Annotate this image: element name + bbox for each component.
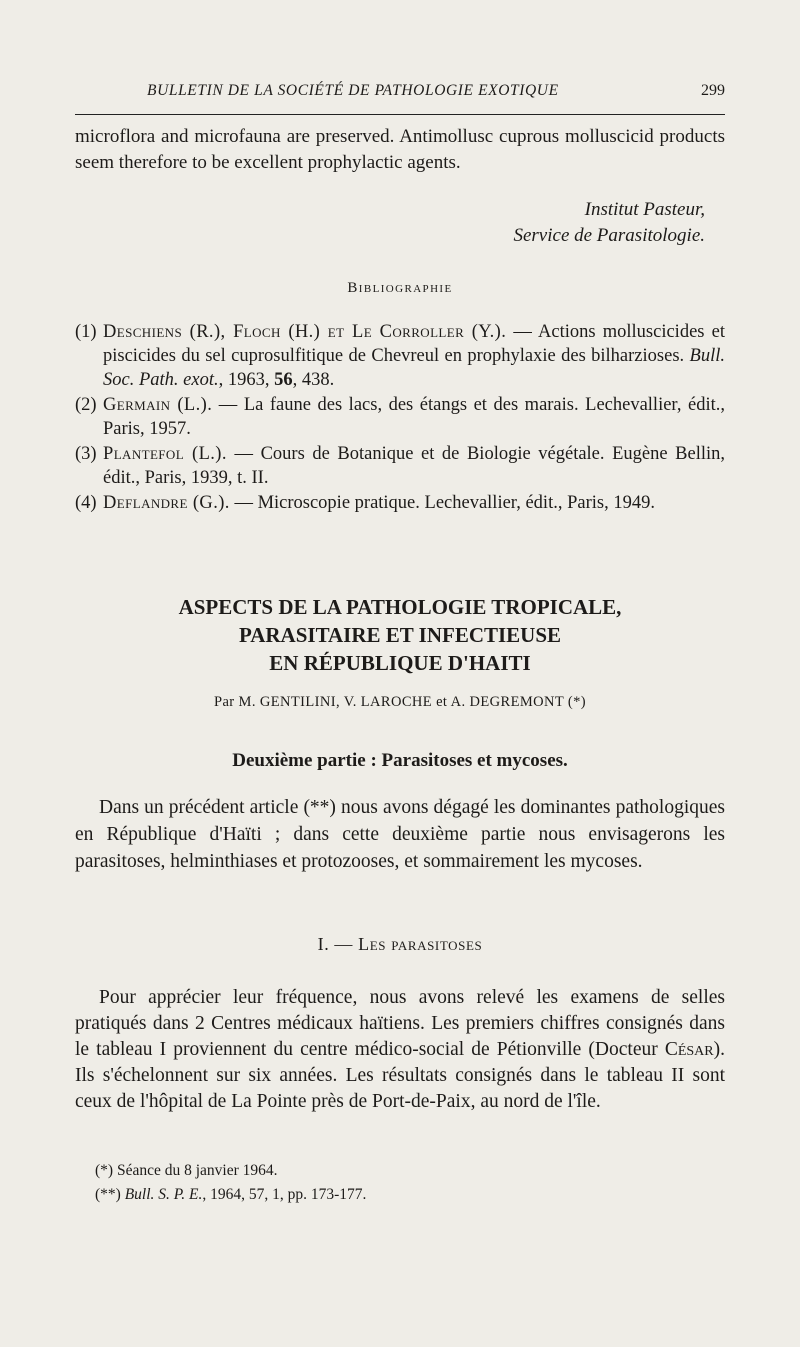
reference-author: Deschiens (R.), Floch (H.) et Le Corroller (Y.). xyxy=(103,322,507,342)
article-byline: Par M. GENTILINI, V. LAROCHE et A. DEGREMONT (*) xyxy=(213,694,586,710)
footnote xyxy=(95,1183,725,1207)
article-title-line: ASPECTS DE LA PATHOLOGIE TROPICALE, xyxy=(178,595,622,619)
reference-text: — La faune des lacs, des étangs et des marais. Lechevallier, édit., Paris, 1957. xyxy=(103,395,725,439)
body-name: César xyxy=(664,1039,714,1060)
bibliography-heading: Bibliographie xyxy=(347,280,453,296)
section-number: I. — xyxy=(317,934,354,954)
article-title-line: PARASITAIRE ET INFECTIEUSE xyxy=(238,623,562,647)
department-line: Service de Parasitologie. xyxy=(513,225,705,246)
section-title: Les parasitoses xyxy=(358,934,483,954)
reference-year: , 1963, xyxy=(218,370,275,390)
closing-paragraph: microflora and microfauna are preserved. Antimollusc cuprous molluscicid products seem therefore to be excellent prophylactic agents. xyxy=(75,126,725,173)
article-subtitle: Deuxième partie : Parasitoses et mycoses. xyxy=(232,750,568,771)
article-title-line: EN RÉPUBLIQUE D'HAITI xyxy=(269,651,531,675)
reference-number: (4) xyxy=(75,493,97,513)
running-title: BULLETIN DE LA SOCIÉTÉ DE PATHOLOGIE EXOTIQUE xyxy=(147,82,559,99)
running-header xyxy=(75,80,725,115)
body-text: Pour apprécier leur fréquence, nous avons relevé les examens de selles pratiqués dans 2 Centres médicaux haïtiens. Les premiers chiffres consignés dans le tableau I proviennent du centre médico-social de Pétionville (Docteur xyxy=(75,987,725,1060)
reference-text: — Microscopie pratique. Lechevallier, édit., Paris, 1949. xyxy=(229,493,655,513)
body-paragraph xyxy=(75,985,725,1115)
reference-item xyxy=(75,491,725,515)
institution-line: Institut Pasteur, xyxy=(584,199,705,220)
footnote-rest: , 1964, 57, 1, pp. 173-177. xyxy=(202,1186,367,1203)
footnote: (*) Séance du 8 janvier 1964. xyxy=(95,1162,278,1179)
body-text: ). Ils s'échelonnent sur six années. Les résultats consignés dans le tableau II sont ceux de l'hôpital de La Pointe près de Port-de-Paix, au nord de l'île. xyxy=(75,1039,725,1112)
institution-signature xyxy=(75,197,725,249)
reference-author: Germain (L.). xyxy=(103,395,213,415)
reference-item xyxy=(75,393,725,441)
reference-number: (2) xyxy=(75,395,97,415)
reference-item xyxy=(75,320,725,392)
page-number: 299 xyxy=(701,82,725,99)
reference-author: Plantefol (L.). xyxy=(103,444,227,464)
footnote-mark: (**) xyxy=(95,1186,125,1203)
reference-item xyxy=(75,442,725,490)
reference-pages: , 438. xyxy=(292,370,335,390)
reference-text: — Actions molluscicides et piscicides du sel cuprosulfitique de Chevreul en prophylaxie des bilharzioses. xyxy=(103,322,725,366)
section-heading xyxy=(75,934,725,955)
reference-number: (3) xyxy=(75,444,97,464)
reference-author: Deflandre (G.). xyxy=(103,493,230,513)
bibliography-list xyxy=(75,320,725,516)
footnotes xyxy=(75,1159,725,1207)
reference-number: (1) xyxy=(75,322,97,342)
footnote-journal: Bull. S. P. E. xyxy=(124,1186,203,1203)
article-title xyxy=(75,593,725,677)
reference-journal: Bull. Soc. Path. exot. xyxy=(103,346,725,390)
reference-volume: 56 xyxy=(274,370,293,390)
reference-text: — Cours de Botanique et de Biologie végétale. Eugène Bellin, édit., Paris, 1939, t. II. xyxy=(103,444,725,488)
intro-paragraph: Dans un précédent article (**) nous avons dégagé les dominantes pathologiques en République d'Haïti ; dans cette deuxième partie nous envisagerons les parasitoses, helminthiases et protozooses, et sommairement les mycoses. xyxy=(75,797,725,872)
